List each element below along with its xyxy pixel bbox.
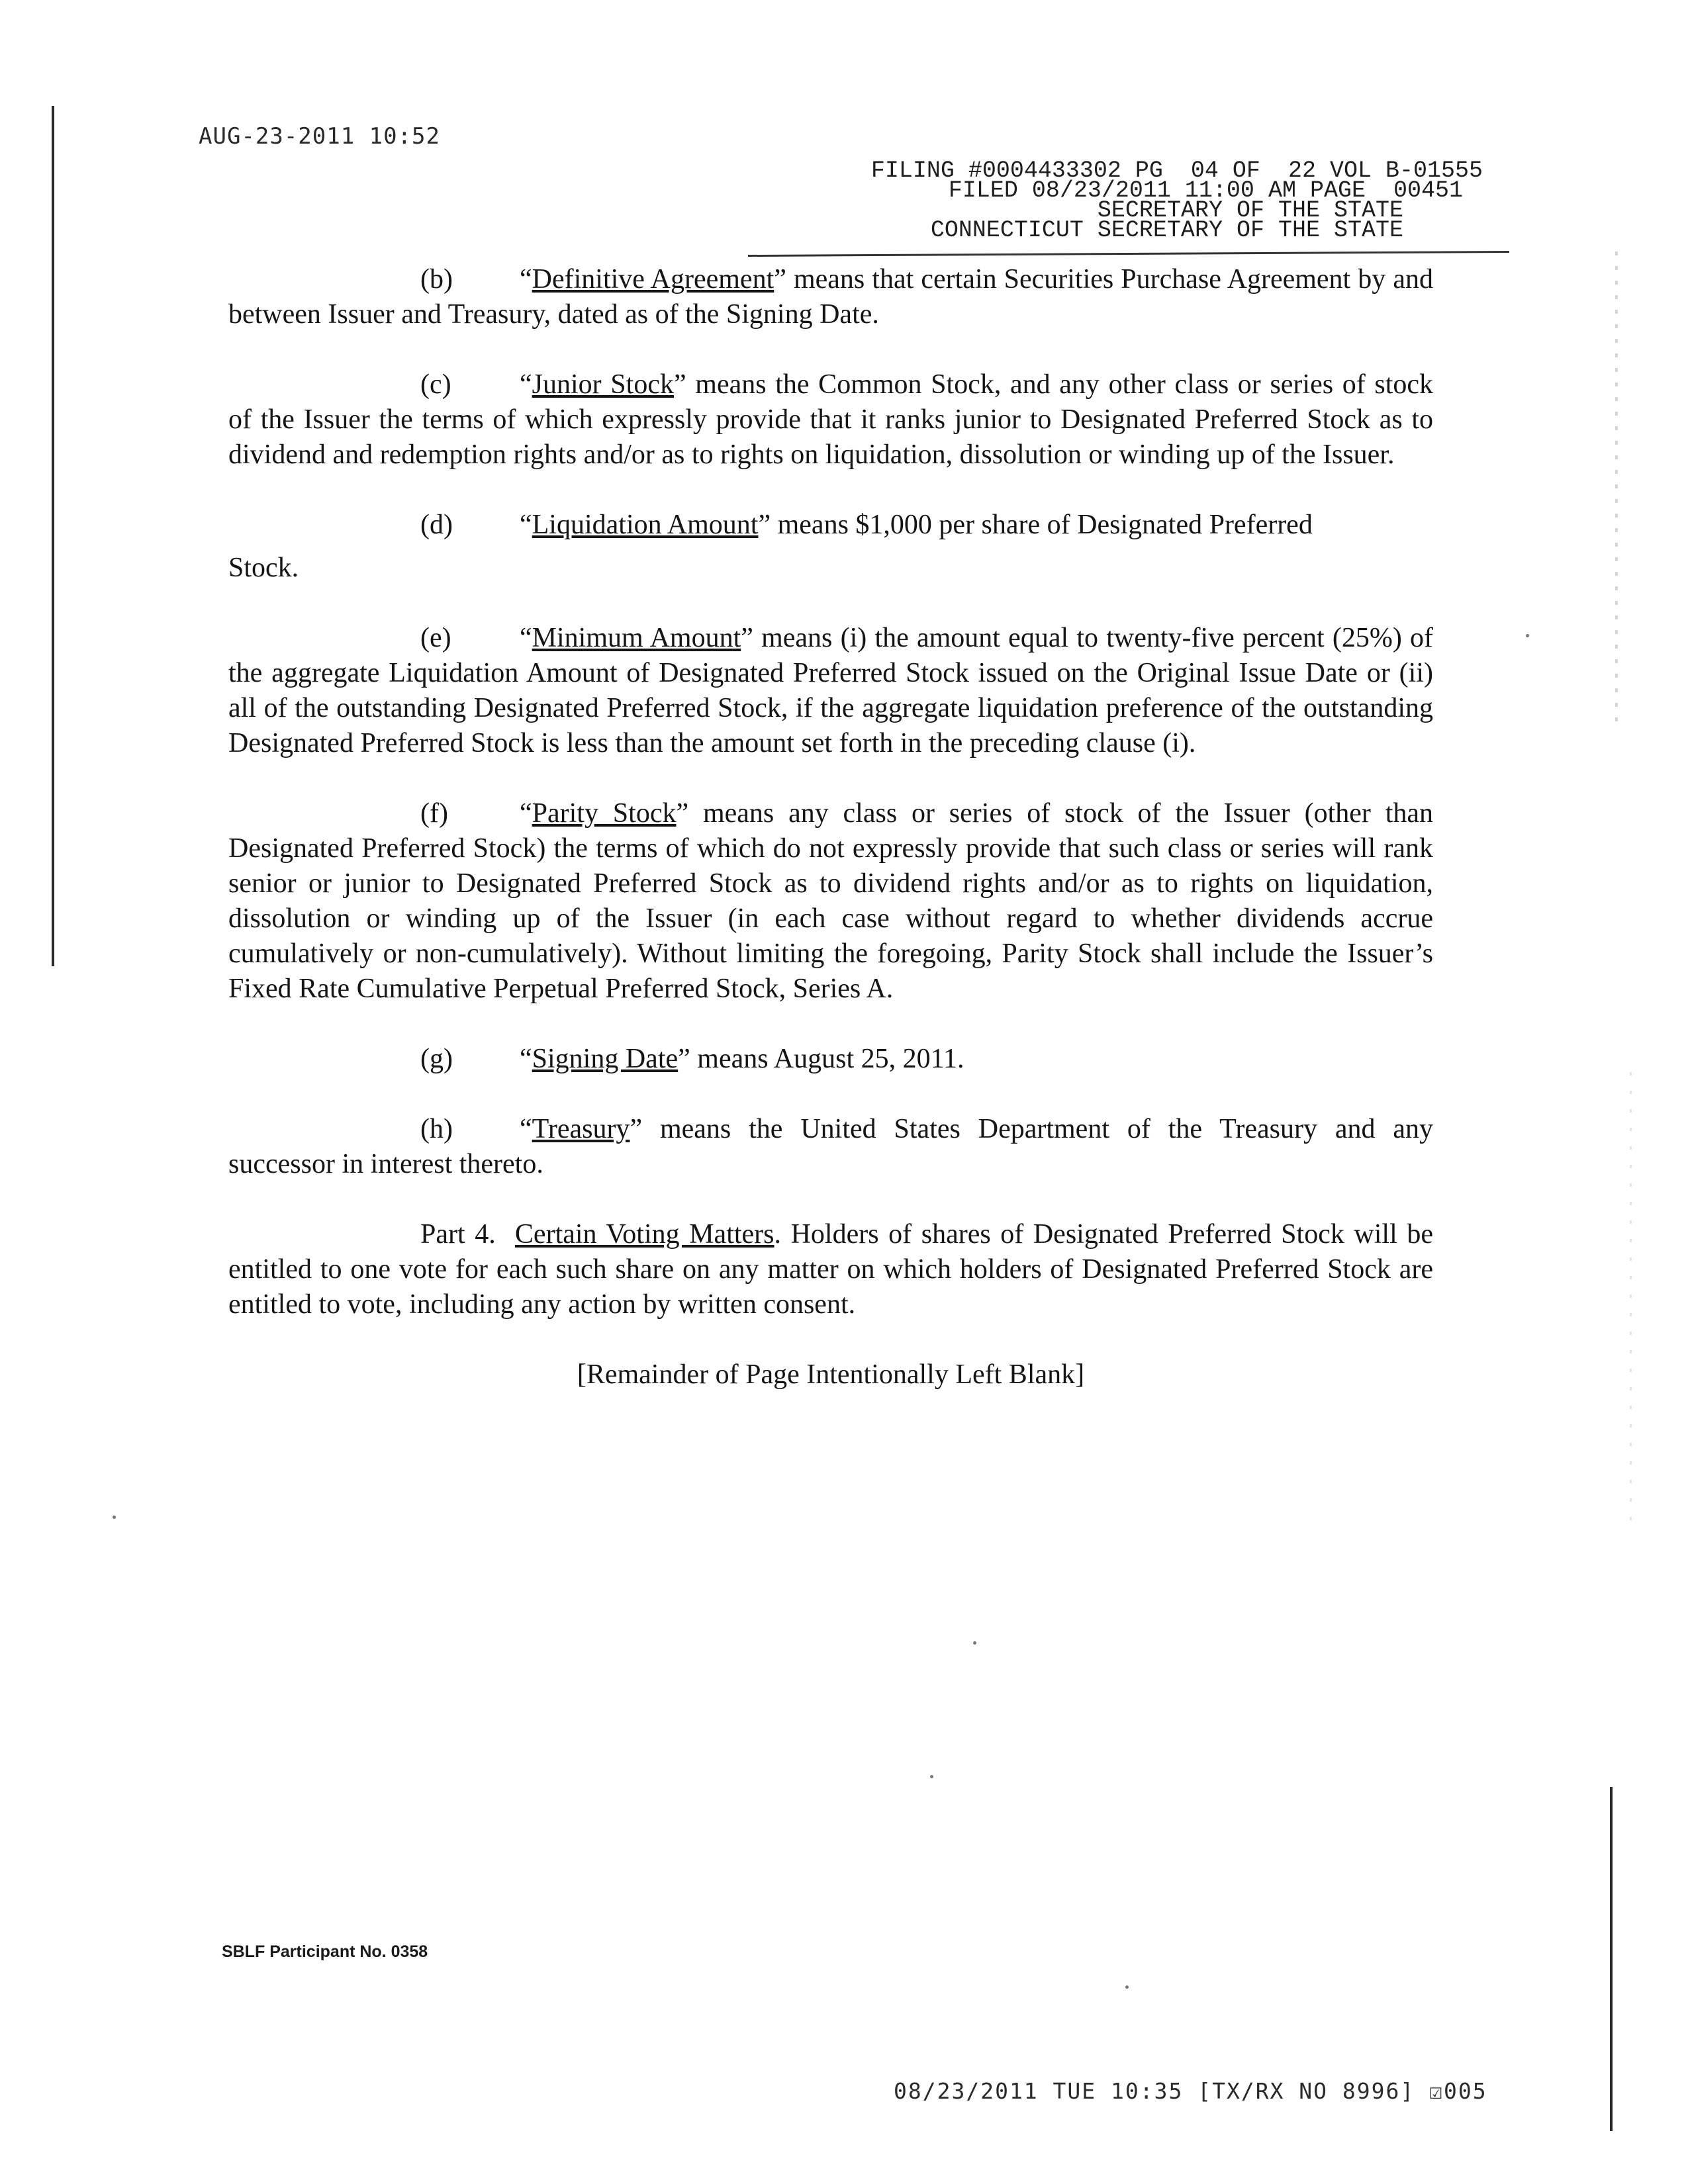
document-body [228, 262, 1433, 1428]
definition-junior-stock: (c) “Junior Stock” means the Common Stock, and any other class or series of stock of the Issuer the terms of which expressly provide that it ranks junior to Designated Preferred Stock as to dividend and redemption rights and/or as to rights on liquidation, dissolution or winding up of the Issuer. [228, 367, 1433, 473]
defined-term: Treasury [532, 1114, 630, 1144]
scan-speck [930, 1775, 933, 1778]
definition-minimum-amount: (e) “Minimum Amount” means (i) the amount equal to twenty-five percent (25%) of the aggregate Liquidation Amount of Designated Preferred Stock issued on the Original Issue Date or (ii) all of the outstanding Designated Preferred Stock, if the aggregate liquidation preference of the outstanding Designated Preferred Stock is less than the amount set forth in the preceding clause (i). [228, 621, 1433, 761]
definition-label: (f) [420, 798, 448, 829]
stamp-underline [748, 251, 1509, 257]
fax-footer: 08/23/2011 TUE 10:35 [TX/RX NO 8996] ☑005 [894, 2078, 1487, 2104]
definition-text-continued: Designated Preferred Stock) the terms of which do not expressly provide that such class or series will rank senior or junior to Designated Preferred Stock as to dividend rights and/or as to rights on liquidation, dissolution or winding up of the Issuer (in each case without regard to whether dividends accrue cumulatively or non-cumulatively). Without limiting the foregoing, Parity Stock shall include the Issuer’s Fixed Rate Cumulative Perpetual Preferred Stock, Series A. [228, 833, 1433, 1004]
part-text: . Holders of shares of Designated Preferred Stock will be entitled to one vote for each such share on any matter on which holders of Designated Preferred Stock are entitled to vote, including any action by written consent. [228, 1219, 1433, 1320]
definition-definitive-agreement: (b) “Definitive Agreement” means that certain Securities Purchase Agreement by and between Issuer and Treasury, dated as of the Signing Date. [228, 262, 1433, 332]
scan-edge-line-right [1610, 1787, 1613, 2131]
defined-term: Junior Stock [532, 369, 674, 400]
definition-label: (e) [420, 623, 451, 653]
definition-text: ” means the Common Stock, and any other class or series of [673, 369, 1366, 400]
definition-text: ” means August 25, 2011. [678, 1044, 964, 1074]
defined-term: Liquidation Amount [532, 510, 759, 540]
scan-speck [113, 1516, 116, 1519]
definition-signing-date: (g) “Signing Date” means August 25, 2011. [228, 1042, 1433, 1077]
definition-text: ” means any class or series of stock of the Issuer (other than [676, 798, 1434, 829]
definition-label: (b) [420, 264, 453, 295]
definition-liquidation-amount: (d) “Liquidation Amount” means $1,000 per share of Designated Preferred [228, 508, 1433, 543]
fax-header: AUG-23-2011 10:52 [199, 123, 440, 150]
remainder-note: [Remainder of Page Intentionally Left Blank] [577, 1359, 1085, 1390]
filing-stamp-line: CONNECTICUT SECRETARY OF THE STATE [930, 217, 1403, 244]
scan-noise-right [1615, 251, 1618, 728]
filing-stamp-line: SECRETARY OF THE STATE [1097, 197, 1403, 224]
definition-label: (d) [420, 510, 453, 540]
definition-text-continued: (25%) of the aggregate Liquidation Amount of Designated Preferred Stock issued on the Original Issue Date or (ii) all of the outstanding Designated Preferred Stock, if the aggregate liquidation preference of the outstanding Designated Preferred Stock is less than the amount set forth in the preceding clause (i). [228, 623, 1434, 758]
defined-term: Parity Stock [532, 798, 677, 829]
definition-label: (g) [420, 1044, 453, 1074]
defined-term: Definitive Agreement [532, 264, 774, 295]
definition-text-continued: by and between Issuer and Treasury, dated as of the Signing Date. [228, 264, 1433, 330]
scan-speck [973, 1641, 976, 1645]
filing-stamp [814, 158, 1503, 244]
filing-stamp-line: FILED 08/23/2011 11:00 AM PAGE 00451 [948, 177, 1463, 204]
definition-treasury: (h) “Treasury” means the United States Department of the Treasury and any successor in interest thereto. [228, 1112, 1433, 1182]
definition-text: ” means the United States Department of the Treasury and any [630, 1114, 1433, 1144]
definition-text-continued: stock of the Issuer the terms of which expressly provide that it ranks junior to Designated Preferred Stock as to dividend and redemption rights and/or as to rights on liquidation, dissolution or winding up of the Issuer. [228, 369, 1434, 470]
part-4-voting-matters [228, 1217, 1433, 1322]
participant-number: SBLF Participant No. 0358 [222, 1942, 428, 1961]
definition-label: (h) [420, 1114, 453, 1144]
definition-label: (c) [420, 369, 451, 400]
part-heading: Certain Voting Matters [514, 1219, 774, 1250]
defined-term: Signing Date [532, 1044, 679, 1074]
scan-noise-right-lower [1630, 1072, 1632, 1535]
definition-text: ” means $1,000 per share of Designated Preferred [758, 510, 1313, 540]
scan-edge-line-left [52, 106, 54, 966]
definition-text: ” means that certain Securities Purchase Agreement [774, 264, 1351, 295]
scan-speck [1125, 1985, 1129, 1989]
definition-text: ” means (i) the amount equal to twenty-five percent [741, 623, 1325, 653]
scan-speck [1526, 634, 1529, 637]
defined-term: Minimum Amount [532, 623, 741, 653]
definition-parity-stock: (f) “Parity Stock” means any class or series of stock of the Issuer (other than Designated Preferred Stock) the terms of which do not expressly provide that such class or series will rank senior or junior to Designated Preferred Stock as to dividend rights and/or as to rights on liquidation, dissolution or winding up of the Issuer (in each case without regard to whether dividends accrue cumulatively or non-cumulatively). Without limiting the foregoing, Parity Stock shall include the Issuer’s Fixed Rate Cumulative Perpetual Preferred Stock, Series A. [228, 796, 1433, 1007]
definition-text-continued: Stock. [228, 553, 299, 583]
filing-stamp-line: FILING #0004433302 PG 04 OF 22 VOL B-01555 [870, 158, 1483, 184]
definition-text-continued: successor in interest thereto. [228, 1149, 543, 1179]
part-number: Part 4. [420, 1219, 496, 1250]
